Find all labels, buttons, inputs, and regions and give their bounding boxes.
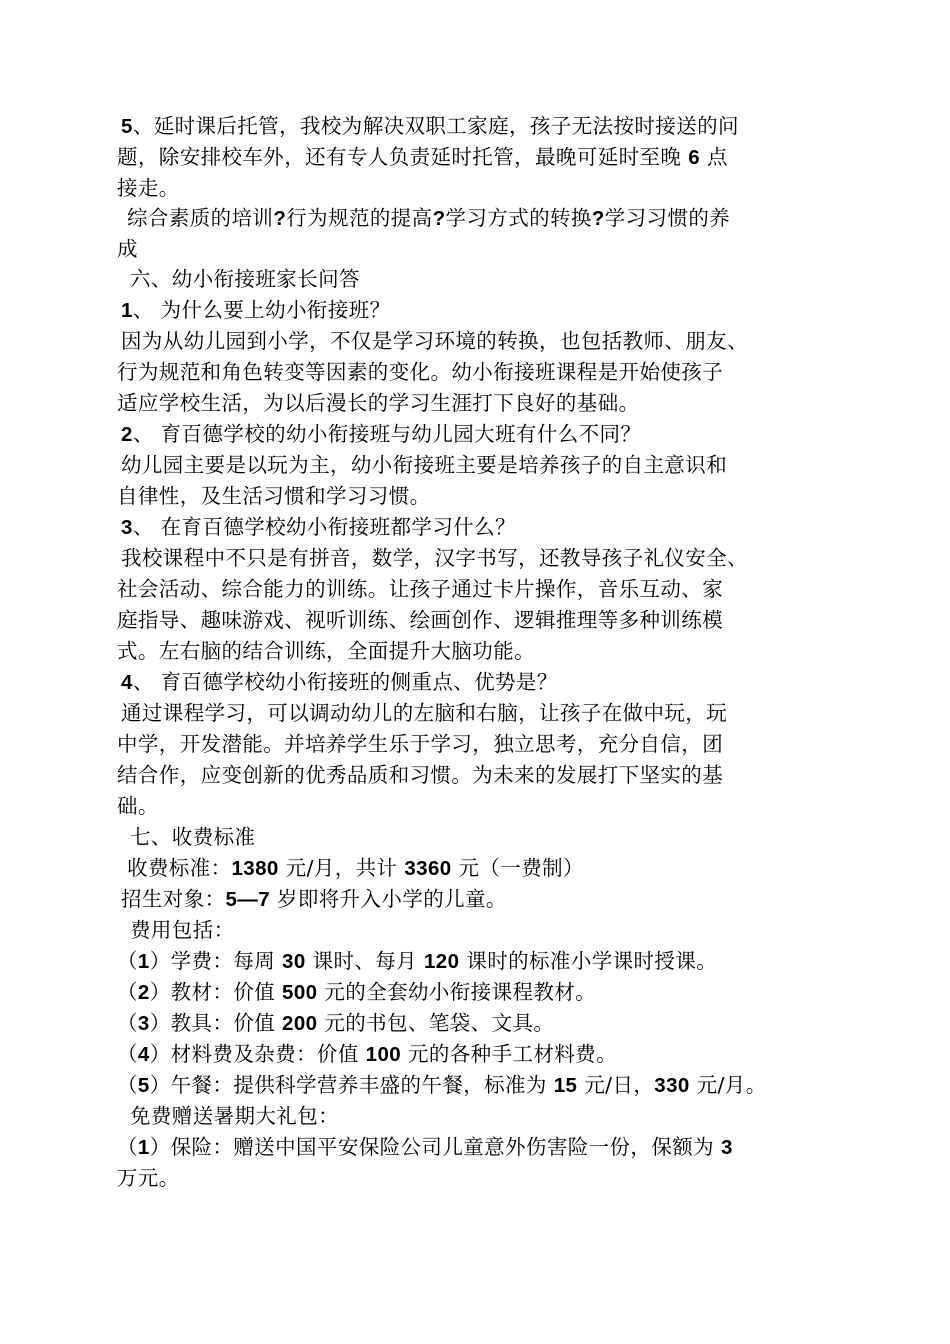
section-heading (130, 264, 360, 294)
text-run: ）教材：价值 (149, 980, 283, 1004)
text-run: （ (117, 1135, 138, 1159)
bold-number: 200 (282, 1012, 318, 1035)
text-run: 结合作，应变创新的优秀品质和习惯。为未来的发展打下坚实的基 (117, 763, 724, 787)
enrollment-line (121, 884, 507, 914)
list-item (117, 946, 717, 976)
text-run: 中学，开发潜能。并培养学生乐于学习，独立思考，充分自信，团 (117, 732, 724, 756)
text-run: 收费标准： (127, 856, 232, 880)
text-run: 万元。 (117, 1166, 180, 1190)
text-run: ）午餐：提供科学营养丰盛的午餐，标准为 (149, 1073, 554, 1097)
text-run: 课时、每月 (305, 949, 424, 973)
list-item (117, 977, 596, 1007)
bold-number: 15 (553, 1074, 578, 1097)
text-line (117, 357, 723, 387)
bold-number: 1 (137, 950, 150, 973)
bold-number: 4 (137, 1043, 150, 1066)
text-line (117, 605, 723, 635)
bold-number: 3360 (404, 857, 452, 880)
text-run: 费用包括： (130, 918, 235, 942)
text-run: 成 (117, 237, 138, 261)
text-run: 元的全套幼小衔接课程教材。 (317, 980, 597, 1004)
text-run: 元/日， (577, 1073, 655, 1097)
question-heading (121, 512, 516, 542)
text-run: 础。 (117, 794, 159, 818)
text-line (117, 173, 180, 203)
text-run: 通过课程学习，可以调动幼儿的左脑和右脑，让孩子在做中玩，玩 (121, 701, 728, 725)
text-run: （ (117, 1042, 138, 1066)
bold-number: 5 (121, 115, 133, 138)
text-run: 元/月，共计 (278, 856, 405, 880)
text-line (117, 574, 723, 604)
text-run: 岁即将升入小学的儿童。 (270, 887, 507, 911)
bold-number: 100 (365, 1043, 402, 1066)
text-run: 课时的标准小学课时授课。 (459, 949, 718, 973)
text-line (130, 1101, 339, 1131)
text-run: 点 (700, 145, 728, 169)
text-run: 适应学校生活，为以后漫长的学习生涯打下良好的基础。 (117, 391, 640, 415)
bold-number: 4 (121, 671, 133, 694)
question-heading (121, 295, 391, 325)
bold-number: 30 (282, 950, 306, 973)
text-run: 庭指导、趣味游戏、视听训练、绘画创作、逻辑推理等多种训练模 (117, 608, 724, 632)
text-run: 、 育百德学校的幼小衔接班与幼儿园大班有什么不同？ (132, 422, 642, 446)
text-run: 元/月。 (689, 1073, 767, 1097)
text-line (117, 729, 723, 759)
bold-number: 120 (424, 950, 460, 973)
text-run: 社会活动、综合能力的训练。让孩子通过卡片操作，音乐互动、家 (117, 577, 724, 601)
text-run: ）保险：赠送中国平安保险公司儿童意外伤害险一份，保额为 (149, 1135, 721, 1159)
text-run: 行为规范的提高 (286, 206, 433, 230)
text-line (121, 698, 727, 728)
bold-number: 2 (121, 423, 133, 446)
text-line (121, 326, 748, 356)
list-item (117, 1132, 733, 1162)
list-item (117, 1070, 767, 1100)
list-item (117, 1008, 554, 1038)
bold-number: 2 (137, 981, 150, 1004)
bold-number: ? (591, 207, 605, 230)
text-run: 七、收费标准 (130, 825, 256, 849)
text-run: 学习习惯的养 (604, 206, 731, 230)
bold-number: 1 (137, 1136, 150, 1159)
list-item (117, 1039, 617, 1069)
bold-number: 1380 (231, 857, 279, 880)
bold-number: 3 (720, 1136, 733, 1159)
question-heading (121, 419, 641, 449)
bold-number: 6 (688, 146, 701, 169)
text-line (117, 142, 728, 172)
bold-number: 3 (121, 516, 133, 539)
text-run: 元的各种手工材料费。 (401, 1042, 617, 1066)
text-run: 幼儿园主要是以玩为主，幼小衔接班主要是培养孩子的自主意识和 (121, 453, 728, 477)
bold-number: 3 (137, 1012, 150, 1035)
text-run: 免费赠送暑期大礼包： (130, 1104, 339, 1128)
text-line (117, 1163, 180, 1193)
bold-number: 330 (654, 1074, 690, 1097)
text-run: 综合素质的培训 (127, 206, 274, 230)
text-line (117, 636, 535, 666)
section-heading (130, 822, 255, 852)
text-run: （ (117, 1073, 138, 1097)
text-run: （ (117, 980, 138, 1004)
text-line (117, 481, 431, 511)
text-run: 、 育百德学校幼小衔接班的侧重点、优势是？ (132, 670, 558, 694)
text-line (121, 543, 748, 573)
text-run: 题，除安排校车外，还有专人负责延时托管，最晚可延时至晚 (117, 145, 689, 169)
text-run: ）学费：每周 (149, 949, 283, 973)
text-line (117, 388, 640, 418)
text-run: 式。左右脑的结合训练，全面提升大脑功能。 (117, 639, 535, 663)
text-run: 六、幼小衔接班家长问答 (130, 267, 360, 291)
text-line (121, 111, 739, 141)
text-line (127, 203, 730, 233)
text-run: （ (117, 1011, 138, 1035)
text-run: 、 在育百德学校幼小衔接班都学习什么？ (132, 515, 516, 539)
text-run: 学习方式的转换 (445, 206, 592, 230)
text-run: 元的书包、笔袋、文具。 (317, 1011, 555, 1035)
text-run: 我校课程中不只是有拼音，数学，汉字书写，还教导孩子礼仪安全、 (121, 546, 748, 570)
text-run: 因为从幼儿园到小学，不仅是学习环境的转换，也包括教师、朋友、 (121, 329, 748, 353)
text-run: ）材料费及杂费：价值 (149, 1042, 366, 1066)
bold-number: 5—7 (225, 888, 271, 911)
bold-number: 500 (282, 981, 318, 1004)
text-run: 、延时课后托管，我校为解决双职工家庭，孩子无法按时接送的问 (132, 114, 739, 138)
text-line (121, 450, 727, 480)
text-run: 招生对象： (121, 887, 226, 911)
text-run: 、 为什么要上幼小衔接班？ (132, 298, 391, 322)
bold-number: 5 (137, 1074, 150, 1097)
bold-number: ? (432, 207, 446, 230)
text-run: 自律性，及生活习惯和学习习惯。 (117, 484, 431, 508)
text-line (117, 760, 723, 790)
text-run: 接走。 (117, 176, 180, 200)
text-run: 行为规范和角色转变等因素的变化。幼小衔接班课程是开始使孩子 (117, 360, 724, 384)
text-run: 元（一费制） (451, 856, 584, 880)
question-heading (121, 667, 558, 697)
bold-number: 1 (121, 299, 133, 322)
text-line (117, 791, 159, 821)
bold-number: ? (273, 207, 287, 230)
text-run: （ (117, 949, 138, 973)
text-run: ）教具：价值 (149, 1011, 283, 1035)
text-line (130, 915, 235, 945)
text-line (117, 234, 138, 264)
fee-line (127, 853, 584, 883)
